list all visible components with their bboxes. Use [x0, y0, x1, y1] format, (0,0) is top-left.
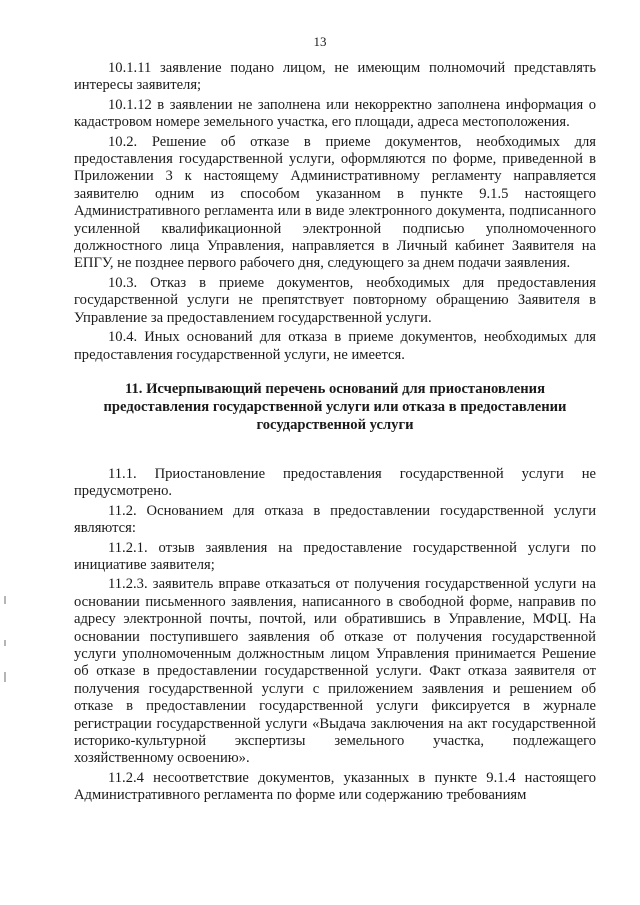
paragraph-10-4: 10.4. Иных оснований для отказа в приеме документов, необходимых для предоставления государственной услуги, не имеется.	[74, 329, 596, 363]
paragraph-10-3: 10.3. Отказ в приеме документов, необходимых для предоставления государственной услуги не препятствует повторному обращению Заявителя в Управление за предоставлением государственной услуги.	[74, 274, 596, 326]
section-heading: 11. Исчерпывающий перечень оснований для приостановления предоставления государственной услуги или отказа в предоставлении государственной услуги	[103, 380, 567, 433]
page-number: 13	[313, 34, 327, 49]
paragraph-11-1: 11.1. Приостановление предоставления государственной услуги не предусмотрено.	[74, 465, 596, 500]
paragraph-10-1-11: 10.1.11 заявление подано лицом, не имеющим полномочий представлять интересы заявителя;	[74, 60, 596, 94]
paragraph-11-2-3: 11.2.3. заявитель вправе отказаться от получения государственной услуги на основании письменного заявления, написанного в свободной форме, направив по адресу электронной почты, почтой, или обратившись в Управление, МФЦ. На основании поступившего заявления об отказе от получения государственной услуги уполномоченным должностным лицом Управления принимается Решение об отказе в предоставлении государственной услуги. Факт отказа заявителя от получения государственной услуги с приложением заявления и решением об отказе в предоставлении государственной услуги фиксируется в журнале регистрации государственной услуги «Выдача заключения на акт государственной историко-культурной экспертизы земельного участка, подлежащего хозяйственному освоению».	[74, 576, 596, 767]
paragraph-11-2: 11.2. Основанием для отказа в предоставлении государственной услуги являются:	[74, 502, 596, 537]
paragraph-11-2-4: 11.2.4 несоответствие документов, указанных в пункте 9.1.4 настоящего Административного регламента по форме или содержанию требованиям	[74, 769, 596, 804]
paragraph-11-2-1: 11.2.1. отзыв заявления на предоставление государственной услуги по инициативе заявителя;	[74, 539, 596, 573]
scan-margin-mark	[4, 596, 6, 604]
page-body	[74, 60, 596, 805]
paragraph-10-1-12: 10.1.12 в заявлении не заполнена или некорректно заполнена информация о кадастровом номере земельного участка, его площади, адреса местоположения.	[74, 96, 596, 131]
paragraph-10-2: 10.2. Решение об отказе в приеме документов, необходимых для предоставления государственной услуги, оформляются по форме, приведенной в Приложении 3 к настоящему Административному регламенту направляется заявителю одним из способом указанном в пункте 9.1.5 настоящего Административного регламента или в виде электронного документа, подписанного усиленной квалификационной электронной подписью уполномоченного должностного лица Управления, направляется в Личный кабинет Заявителя на ЕПГУ, не позднее первого рабочего дня, следующего за днем подачи заявления.	[74, 133, 596, 272]
scan-margin-mark	[4, 672, 6, 682]
scan-margin-mark	[4, 640, 6, 646]
